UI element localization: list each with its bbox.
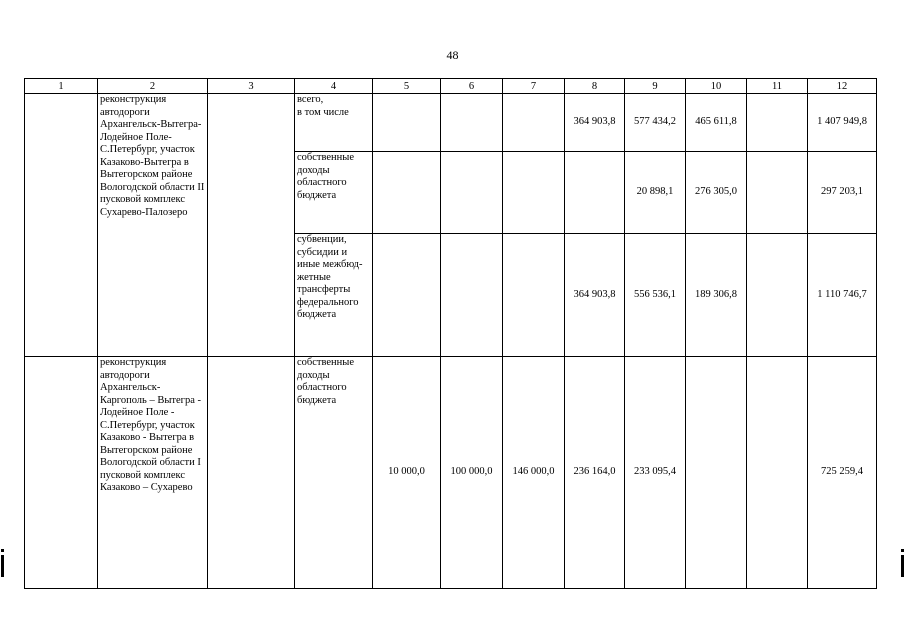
column-header: 11: [747, 79, 808, 94]
value-cell: 297 203,1: [808, 152, 877, 234]
value-cell: [503, 234, 565, 357]
value-cell: [373, 234, 441, 357]
page-number: 48: [446, 48, 459, 62]
budget-table: [24, 78, 877, 589]
value-cell: 577 434,2: [625, 94, 686, 152]
scan-edge-mark: [1, 555, 4, 577]
column-header: 10: [686, 79, 747, 94]
value-cell: 189 306,8: [686, 234, 747, 357]
object-name: реконструкция автодороги Архангельск-Вытегра-Лодейное Поле-С.Петербург, участок Казаково-Вытегра в Вытегорском районе Вологодской области II пусковой комплекс Сухарево-Палозеро: [98, 94, 208, 357]
value-cell: [373, 152, 441, 234]
column-header: 2: [98, 79, 208, 94]
funding-source: всего, в том числе: [295, 94, 373, 152]
cell-empty: [208, 357, 295, 589]
funding-source: собственные доходы областного бюджета: [295, 152, 373, 234]
value-cell: 1 407 949,8: [808, 94, 877, 152]
column-header: 12: [808, 79, 877, 94]
value-cell: 236 164,0: [565, 357, 625, 589]
value-cell: [503, 94, 565, 152]
value-cell: 364 903,8: [565, 94, 625, 152]
column-header: 8: [565, 79, 625, 94]
value-cell: 556 536,1: [625, 234, 686, 357]
column-header: 9: [625, 79, 686, 94]
value-cell: [686, 357, 747, 589]
scan-edge-mark: [901, 555, 904, 577]
value-cell: [503, 152, 565, 234]
value-cell: [441, 94, 503, 152]
value-cell: 10 000,0: [373, 357, 441, 589]
value-cell: [747, 152, 808, 234]
value-cell: 100 000,0: [441, 357, 503, 589]
value-cell: [747, 94, 808, 152]
column-header: 3: [208, 79, 295, 94]
column-header: 7: [503, 79, 565, 94]
value-cell: 465 611,8: [686, 94, 747, 152]
value-cell: 725 259,4: [808, 357, 877, 589]
value-cell: [565, 152, 625, 234]
column-header: 1: [25, 79, 98, 94]
value-cell: 233 095,4: [625, 357, 686, 589]
column-header-row: [25, 79, 877, 94]
table-row: [25, 94, 877, 152]
value-cell: [747, 234, 808, 357]
cell-empty: [25, 94, 98, 357]
column-header: 5: [373, 79, 441, 94]
cell-empty: [208, 94, 295, 357]
table-row: [25, 357, 877, 589]
value-cell: [747, 357, 808, 589]
value-cell: [441, 234, 503, 357]
value-cell: 146 000,0: [503, 357, 565, 589]
value-cell: 364 903,8: [565, 234, 625, 357]
column-header: 6: [441, 79, 503, 94]
object-name: реконструкция автодороги Архангельск-Каргополь – Вытегра - Лодейное Поле - С.Петербург, участок Казаково - Вытегра в Вытегорском районе Вологодской области I пусковой комплекс Казаково – Сухарево: [98, 357, 208, 589]
funding-source: собственные доходы областного бюджета: [295, 357, 373, 589]
funding-source: субвенции, субсидии и иные межбюд-жетные трансферты федерального бюджета: [295, 234, 373, 357]
value-cell: [441, 152, 503, 234]
value-cell: 276 305,0: [686, 152, 747, 234]
value-cell: 20 898,1: [625, 152, 686, 234]
value-cell: [373, 94, 441, 152]
column-header: 4: [295, 79, 373, 94]
cell-empty: [25, 357, 98, 589]
value-cell: 1 110 746,7: [808, 234, 877, 357]
